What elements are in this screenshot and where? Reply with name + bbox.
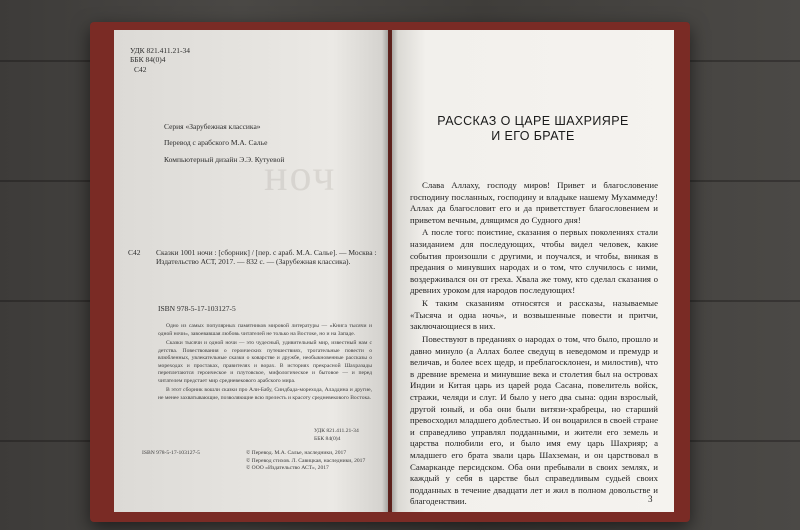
right-page: [392, 30, 674, 512]
left-page: [114, 30, 388, 512]
udk-code-bottom: УДК 821.411.21-34: [314, 428, 359, 434]
design-line: Компьютерный дизайн Э.Э. Кутуевой: [164, 154, 285, 164]
copyright-line: © ООО «Издательство АСТ», 2017: [246, 465, 329, 472]
series-line: Серия «Зарубежная классика»: [164, 122, 261, 131]
body-paragraph: А после того: поистине, сказания о первых поколениях стали назиданием для последующих, чтобы видел человек, какие события произошли с другими, и поучался, и чтобы, вникая в предания о минувших народах и о том, что случилось с ними, воздерживался он от греха. Хвала же тому, кто сделал сказания о древних уроком для народов последующих!: [410, 227, 658, 296]
annotation-paragraph: В этот сборник вошли сказки про Али-Бабу, Синдбада-морехода, Аладдина и другие, не менее захватывающие, позволяющие всю прелесть и красоту средневекового Востока.: [158, 387, 372, 401]
udk-bottom: [314, 428, 359, 443]
chapter-title: [408, 114, 658, 144]
body-paragraph: Повествуют в преданиях о народах о том, что было, прошло и давно минуло (а Аллах более сведущ в неведомом и премудр и величав, и более всех щедр, и преблагосклонен, и милостив), что в древние времена и минувшие века и столетия был на островах Индии и Китая царь из царей рода Сасана, повелитель войск, стражи, челяди и слуг. И было у него два сына: один взрослый, другой юный, и оба они были витязи-храбрецы, но старший превосходил младшего доблестью. И он воцарился в своей стране и справедливо управлял подданными, и жители его земель и царства полюбили его, и было имя ему царь Шахрияр; а младшего его брата звали царь Шахземан, и он царствовал в Самарканде персидском. Оба они пребывали в своих землях, и каждый у себя в царстве был справедливым судьей своих подданных в течение двадцати лет и жил в полном довольстве и благоденствии.: [410, 333, 658, 507]
isbn-top: ISBN 978-5-17-103127-5: [158, 304, 236, 313]
bbk-code-bottom: ББК 84(0)4: [314, 435, 341, 442]
bbk-code: ББК 84(0)4: [130, 55, 166, 65]
body-paragraph: Слава Аллаху, господу миров! Привет и благословение господину посланных, господину и владыке нашему Мухаммеду! Аллах да благословит его и да приветствует благословением и приветом вечным, длящимся до Судного дня!: [410, 180, 658, 225]
translation-line: Перевод с арабского М.А. Салье: [164, 138, 268, 148]
chapter-body: [410, 180, 658, 509]
catalog-text: Сказки 1001 ночи : [сборник] / [пер. с араб. М.А. Салье]. — Москва : Издательство АСТ, 2017. — 832 с. — (Зарубежная классика).: [156, 248, 377, 267]
chapter-title-line2: И ЕГО БРАТЕ: [491, 129, 575, 143]
page-number: 3: [648, 494, 653, 504]
bleed-through-text: ноч: [264, 151, 337, 200]
body-paragraph: К таким сказаниям относятся и рассказы, называемые «Тысяча и одна ночь», и возвышенные повести и притчи, заключающиеся в них.: [410, 298, 658, 332]
annotation-paragraph: Одно из самых популярных памятников мировой литературы — «Книга тысячи и одной ночи», завоевавшая любовь читателей не только на Востоке, но и на Западе.: [158, 323, 372, 337]
author-mark: С42: [134, 64, 147, 74]
annotation-paragraph: Сказки тысячи и одной ночи — это чудесный, удивительный мир, известный нам с детства. Повествования о героических путешествиях, трогательные повести о влюбленных, увлекательные сказки о коварстве и дружбе, необыкновенные рассказы о мореходах и простаках, правителях и ворах. В историях прекрасной Шахразады переплетаются героическое и плутовское, мифологическое и бытовое — и перед читателем предстает мир средневекового арабского мира.: [158, 340, 372, 384]
catalog-entry: [128, 248, 382, 267]
book-gutter: [382, 30, 398, 512]
copyright-line: © Перевод стихов. Л. Савицкая, наследники, 2017: [246, 457, 366, 464]
udk-block: [130, 46, 190, 74]
udk-code: УДК 821.411.21-34: [130, 46, 191, 55]
catalog-code: С42: [128, 248, 141, 257]
annotation: [158, 323, 372, 404]
imprint-credits: [164, 122, 374, 171]
chapter-title-line1: РАССКАЗ О ЦАРЕ ШАХРИЯРЕ: [437, 114, 629, 128]
copyright-line: © Перевод. М.А. Салье, наследники, 2017: [246, 450, 347, 456]
copyright-block: [246, 450, 384, 473]
isbn-bottom: ISBN 978-5-17-103127-5: [142, 450, 200, 456]
